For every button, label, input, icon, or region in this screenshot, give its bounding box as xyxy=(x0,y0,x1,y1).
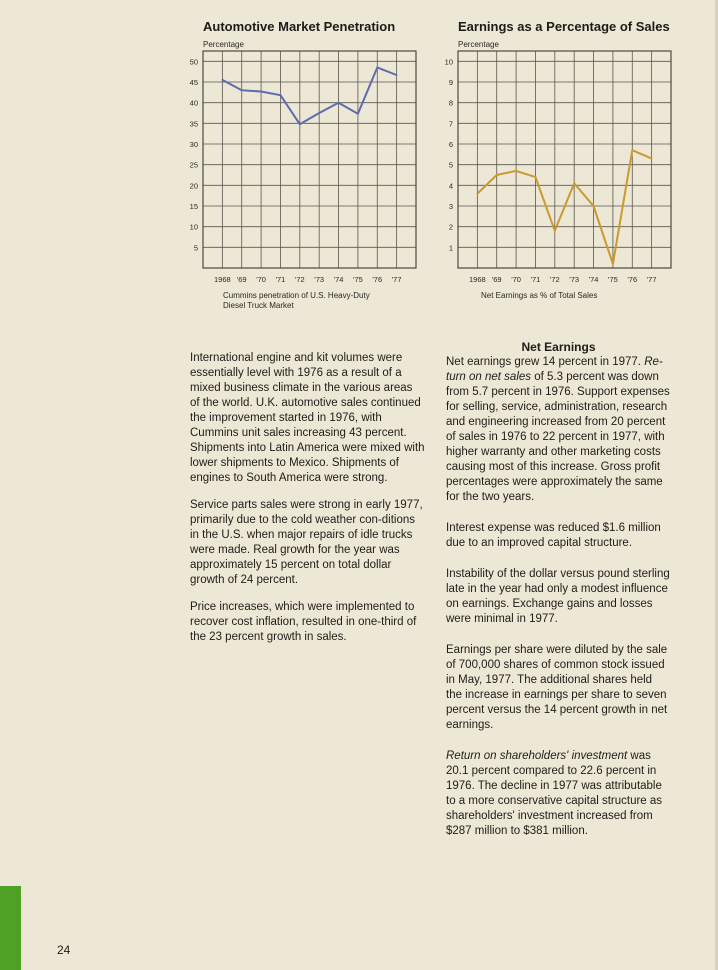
y-tick-label: 9 xyxy=(448,78,453,87)
data-point xyxy=(593,205,595,207)
caption-line: Net Earnings as % of Total Sales xyxy=(481,291,598,300)
y-tick-label: 2 xyxy=(448,222,453,232)
caption-line: Cummins penetration of U.S. Heavy-Duty xyxy=(223,291,370,300)
x-tick-label: '77 xyxy=(646,275,657,284)
chart-ylabel-market-penetration: Percentage xyxy=(203,40,244,49)
text-run: was 20.1 percent compared to 22.6 percent in 1976. The decline in 1977 was attributable to a more conservative capital structure as shareholders' investment increased from $287 million to $381 million. xyxy=(446,750,663,837)
x-tick-label: '69 xyxy=(491,275,502,284)
data-point xyxy=(496,174,498,176)
paragraph xyxy=(446,355,671,505)
data-point xyxy=(612,263,614,265)
chart-title-earnings: Earnings as a Percentage of Sales xyxy=(458,19,670,34)
emphasis-text: Return on shareholders' investment xyxy=(446,750,628,762)
chart-2 xyxy=(445,51,671,284)
paragraph: Earnings per share were diluted by the sale of 700,000 shares of common stock issued in May, 1977. The additional shares held the increase in earnings per share to seven percent versus the 14 percent growth in net earnings. xyxy=(446,644,668,731)
paragraph: Service parts sales were strong in early 1977, primarily due to the cold weather con-ditions in the U.S. when major repairs of idle trucks were made. Real growth for the year was approximately 15 percent on total dollar growth of 24 percent. xyxy=(190,499,423,586)
data-point xyxy=(318,112,320,114)
y-tick-label: 7 xyxy=(448,119,453,129)
chart-grid xyxy=(203,51,416,268)
data-point xyxy=(260,91,262,93)
paragraph: Interest expense was reduced $1.6 million due to an improved capital structure. xyxy=(446,522,661,549)
x-tick-label: '75 xyxy=(353,275,363,284)
chart-1 xyxy=(190,51,416,284)
y-tick-label: 6 xyxy=(448,140,453,149)
y-tick-label: 4 xyxy=(448,181,453,191)
section-heading-net-earnings: Net Earnings xyxy=(521,340,596,354)
text-run: of 5.3 percent was down from 5.7 percent in 1976. Support expenses for selling, service, administration, research and engineering increased from 20 percent of sales in 1976 to 22 percent in 1977, with higher warranty and other marketing costs causing most of this increase. Gross profit percentages were approximately the same for the two years. xyxy=(446,371,670,503)
x-tick-label: 1968 xyxy=(469,275,486,284)
x-tick-label: 1968 xyxy=(214,275,231,284)
paragraph: Instability of the dollar versus pound sterling late in the year had only a modest influence on earnings. Exchange gains and losses were minimal in 1977. xyxy=(446,568,670,625)
chart-title-market-penetration: Automotive Market Penetration xyxy=(203,19,396,34)
x-tick-label: '70 xyxy=(511,275,521,284)
x-tick-label: '74 xyxy=(588,275,599,284)
y-tick-label: 45 xyxy=(189,78,198,87)
paragraph xyxy=(446,749,671,839)
y-tick-label: 50 xyxy=(189,57,198,67)
data-point xyxy=(280,94,282,96)
y-tick-label: 35 xyxy=(189,119,198,129)
text-run: Net earnings grew 14 percent in 1977. xyxy=(446,356,645,368)
x-tick-label: '73 xyxy=(314,275,325,284)
plot-frame xyxy=(458,51,671,268)
y-tick-label: 30 xyxy=(189,140,198,149)
data-point xyxy=(631,149,633,151)
series-line xyxy=(477,150,651,264)
x-tick-label: '72 xyxy=(549,275,560,284)
y-tick-label: 40 xyxy=(189,98,198,108)
y-tick-label: 3 xyxy=(448,202,453,211)
data-point xyxy=(396,74,398,76)
plot-frame xyxy=(203,51,416,268)
paragraph: Price increases, which were implemented to recover cost inflation, resulted in one-third of the 23 percent growth in sales. xyxy=(190,601,417,643)
chart-ylabel-earnings: Percentage xyxy=(458,40,499,49)
data-point xyxy=(535,176,537,178)
y-tick-label: 8 xyxy=(448,98,453,108)
x-tick-label: '73 xyxy=(569,275,580,284)
data-point xyxy=(357,113,359,115)
data-point xyxy=(376,67,378,69)
data-point xyxy=(338,102,340,104)
data-point xyxy=(515,170,517,172)
x-tick-label: '74 xyxy=(333,275,344,284)
caption-line: Diesel Truck Market xyxy=(223,301,294,310)
page-number: 24 xyxy=(57,943,71,957)
x-tick-label: '76 xyxy=(372,275,383,284)
y-tick-label: 25 xyxy=(189,160,198,170)
x-tick-label: '77 xyxy=(391,275,402,284)
x-tick-label: '69 xyxy=(236,275,247,284)
right-column xyxy=(446,340,671,839)
y-tick-label: 1 xyxy=(448,243,453,253)
y-tick-label: 10 xyxy=(444,57,453,67)
data-point xyxy=(241,89,243,91)
y-tick-label: 5 xyxy=(193,243,198,253)
data-point xyxy=(221,79,223,81)
green-tab-marker xyxy=(0,886,21,970)
y-tick-label: 15 xyxy=(189,202,198,211)
y-tick-label: 5 xyxy=(448,160,453,170)
x-tick-label: '71 xyxy=(275,275,286,284)
emphasis-text: Re-turn on net sales xyxy=(446,356,663,383)
y-tick-label: 10 xyxy=(189,222,198,232)
y-tick-label: 20 xyxy=(189,181,198,191)
x-tick-label: '76 xyxy=(627,275,638,284)
series-line xyxy=(222,68,396,125)
x-tick-label: '70 xyxy=(256,275,266,284)
paragraph: International engine and kit volumes were essentially level with 1976 as a result of a mixed business climate in the various areas of the world. U.K. automotive sales continued the improvement started in 1976, with Cummins unit sales increasing 43 percent. Shipments into Latin America were mixed with lower shipments to Mexico. Shipments of engines to South America were strong. xyxy=(190,352,425,484)
data-point xyxy=(573,182,575,184)
x-tick-label: '75 xyxy=(608,275,618,284)
x-tick-label: '72 xyxy=(294,275,305,284)
x-tick-label: '71 xyxy=(530,275,541,284)
data-point xyxy=(651,158,653,160)
data-point xyxy=(476,193,478,195)
chart-grid xyxy=(458,51,671,268)
left-column xyxy=(190,351,425,645)
data-point xyxy=(299,123,301,125)
data-point xyxy=(554,230,556,232)
charts-canvas xyxy=(0,0,718,320)
